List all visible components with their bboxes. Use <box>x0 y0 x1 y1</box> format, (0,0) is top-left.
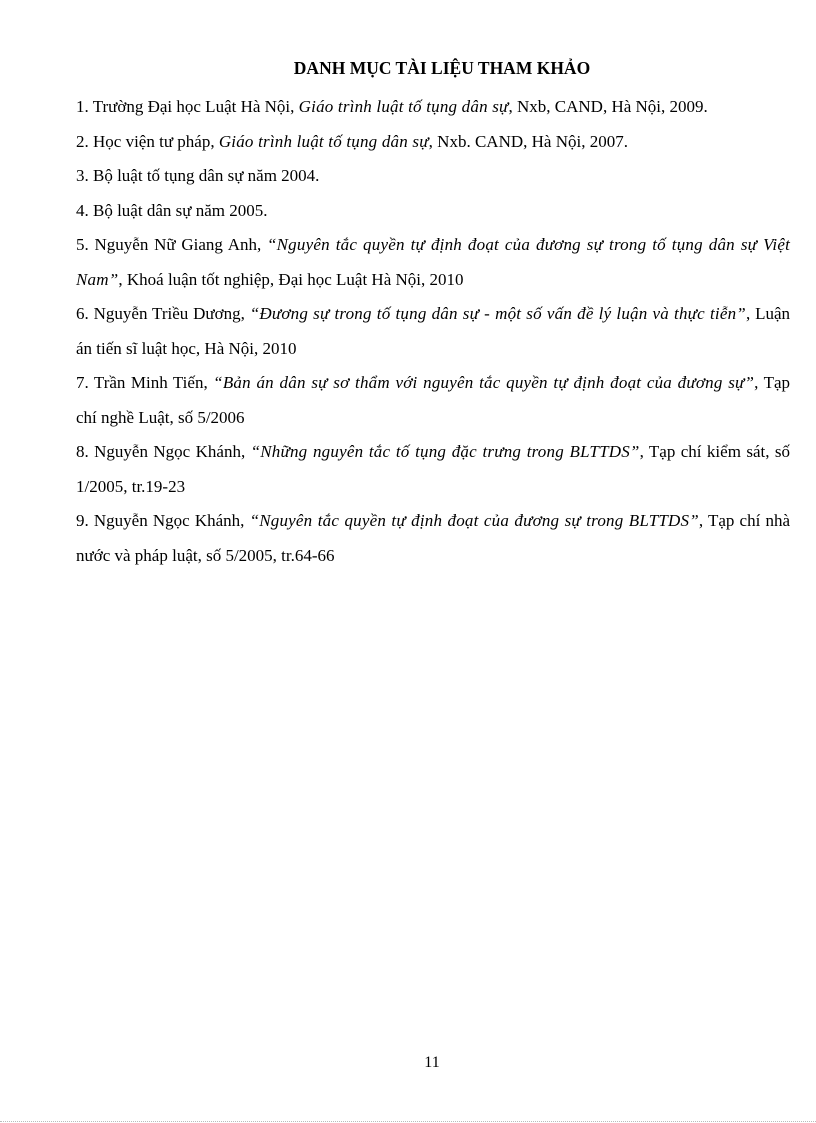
document-page <box>76 56 790 573</box>
reference-title: “Nguyên tắc quyền tự định đoạt của đương sự trong tố tụng dân sự Việt Nam” <box>76 235 790 289</box>
reference-item-6 <box>76 297 790 366</box>
reference-publication: , Tạp chí kiểm sát, số 1/2005, tr.19-23 <box>76 442 790 496</box>
reference-title: “Nguyên tắc quyền tự định đoạt của đương sự trong BLTTDS” <box>249 511 699 530</box>
reference-publication: , Nxb. CAND, Hà Nội, 2007. <box>428 131 628 151</box>
reference-author: 2. Học viện tư pháp, <box>76 131 219 151</box>
reference-author: 7. Trần Minh Tiến, <box>76 373 214 392</box>
reference-publication: , Tạp chí nhà nước và pháp luật, số 5/2005, tr.64-66 <box>76 511 791 565</box>
reference-author: 1. Trường Đại học Luật Hà Nội, <box>76 97 299 116</box>
reference-title: Giáo trình luật tố tụng dân sự <box>218 131 429 151</box>
reference-item-8 <box>76 435 790 504</box>
reference-publication: , Tạp chí nghề Luật, số 5/2006 <box>76 373 791 427</box>
reference-publication: , Khoá luận tốt nghiệp, Đại học Luật Hà Nội, 2010 <box>118 269 464 289</box>
reference-title: Giáo trình luật tố tụng dân sự <box>298 97 509 116</box>
page-number: 11 <box>424 1054 440 1071</box>
reference-title: “Những nguyên tắc tố tụng đặc trưng trong BLTTDS” <box>250 442 640 461</box>
reference-item-7 <box>76 366 790 435</box>
reference-title: “Đương sự trong tố tụng dân sự - một số vấn đề lý luận và thực tiễn” <box>249 304 746 323</box>
reference-item-5 <box>76 228 790 297</box>
page-title: DANH MỤC TÀI LIỆU THAM KHẢO <box>293 58 591 78</box>
reference-author: 9. Nguyễn Ngọc Khánh, <box>76 511 250 530</box>
reference-author: 6. Nguyễn Triều Dương, <box>76 304 250 323</box>
reference-title: “Bản án dân sự sơ thẩm với nguyên tắc quyền tự định đoạt của đương sự” <box>213 373 755 392</box>
reference-author: 5. Nguyễn Nữ Giang Anh, <box>76 235 267 254</box>
reference-item-9 <box>76 504 790 573</box>
reference-list <box>76 90 790 573</box>
reference-item-2 <box>76 125 790 160</box>
reference-text: 4. Bộ luật dân sự năm 2005. <box>76 200 268 220</box>
page-edge-divider <box>0 1121 816 1122</box>
reference-publication: , Nxb, CAND, Hà Nội, 2009. <box>508 97 708 116</box>
reference-item-1 <box>76 90 790 125</box>
reference-item-3 <box>76 159 790 194</box>
reference-text: 3. Bộ luật tố tụng dân sự năm 2004. <box>76 166 320 185</box>
reference-publication: , Luận án tiến sĩ luật học, Hà Nội, 2010 <box>76 304 791 358</box>
reference-item-4 <box>76 194 790 229</box>
reference-author: 8. Nguyễn Ngọc Khánh, <box>76 442 251 461</box>
